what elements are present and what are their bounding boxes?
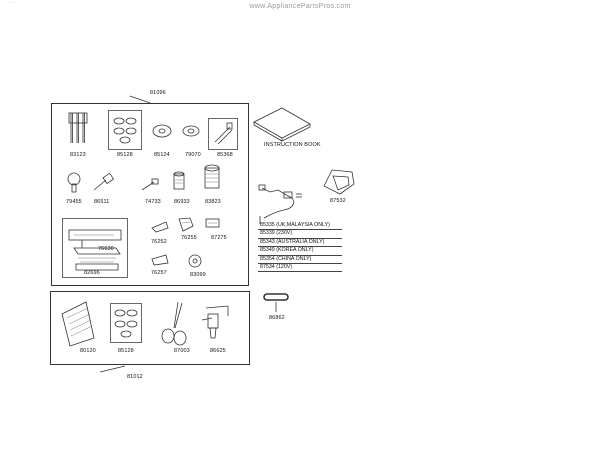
instruction-book-illustration	[252, 104, 312, 142]
part-label-80120: 80120	[80, 348, 96, 354]
part-label-85368: 85368	[217, 152, 233, 158]
scissors-illustration	[160, 300, 190, 346]
needles-illustration	[66, 113, 90, 147]
part-label-86862: 86862	[269, 315, 285, 321]
part-label-76630: 76630	[98, 246, 114, 252]
cable-option-korea: 85349 (KOREA ONLY)	[258, 247, 342, 255]
foot-controller-illustration	[318, 162, 358, 198]
corner-mark: ·····	[6, 0, 15, 6]
part-label-79455: 79455	[66, 199, 82, 205]
cable-option-australia: 85343 (AUSTRALIA ONLY)	[258, 239, 342, 247]
bobbins-illustration	[112, 116, 140, 144]
part-label-86511: 86511	[94, 199, 110, 205]
buttonhole-foot-illustration	[66, 224, 126, 274]
spool-cap-small-illustration	[180, 122, 202, 140]
cable-option-230v: 85339 (230V)	[258, 230, 342, 238]
part-label-83823: 83823	[205, 199, 221, 205]
cable-option-china: 85354 (CHINA ONLY)	[258, 256, 342, 264]
part-label-87003: 87003	[174, 348, 190, 354]
screwdriver-small-illustration	[92, 174, 116, 192]
upper-kit-number: 81096	[150, 90, 166, 96]
foot-83099-illustration	[186, 253, 204, 269]
spool-cap-large-illustration	[151, 122, 173, 140]
part-label-82696: 82696	[84, 270, 100, 276]
foot-76255-illustration	[176, 216, 196, 234]
seam-ripper-illustration	[212, 122, 234, 146]
part-label-86625: 86625	[210, 348, 226, 354]
instruction-book-label: INSTRUCTION BOOK	[264, 142, 321, 148]
bobbins-lower-illustration	[113, 308, 141, 338]
spool-felt-illustration	[172, 172, 186, 192]
thread-holder-illustration	[262, 292, 292, 302]
watermark: www.AppliancePartsPros.com	[249, 3, 351, 10]
part-label-83099: 83099	[190, 272, 206, 278]
foot-87275-illustration	[204, 216, 222, 230]
part-label-79070: 79070	[185, 152, 201, 158]
part-label-87532: 87532	[330, 198, 346, 204]
screwdriver-disc-illustration	[66, 172, 82, 194]
part-label-83123: 83123	[70, 152, 86, 158]
part-label-76257: 76257	[151, 270, 167, 276]
lower-kit-number: 81012	[127, 374, 143, 380]
part-label-85128-upper: 85128	[117, 152, 133, 158]
cable-option-uk-malaysia: 85335 (UK,MALAYSIA ONLY)	[258, 222, 342, 230]
part-label-87275: 87275	[211, 235, 227, 241]
screwdriver-l-illustration	[140, 178, 160, 192]
foot-76252-illustration	[150, 220, 170, 234]
cleaning-cloth-illustration	[58, 300, 98, 348]
part-label-85128-lower: 85128	[118, 348, 134, 354]
part-label-85124: 85124	[154, 152, 170, 158]
cable-option-120v: 87534 (120V)	[258, 264, 342, 272]
spool-net-illustration	[202, 164, 222, 192]
part-label-74733: 74733	[145, 199, 161, 205]
part-label-86933: 86933	[174, 199, 190, 205]
part-label-76252: 76252	[151, 239, 167, 245]
thread-holder-leader	[274, 302, 280, 314]
darning-tool-illustration	[198, 302, 234, 342]
foot-76257-illustration	[150, 253, 170, 267]
cable-options-list	[258, 222, 342, 272]
part-label-76255: 76255	[181, 235, 197, 241]
